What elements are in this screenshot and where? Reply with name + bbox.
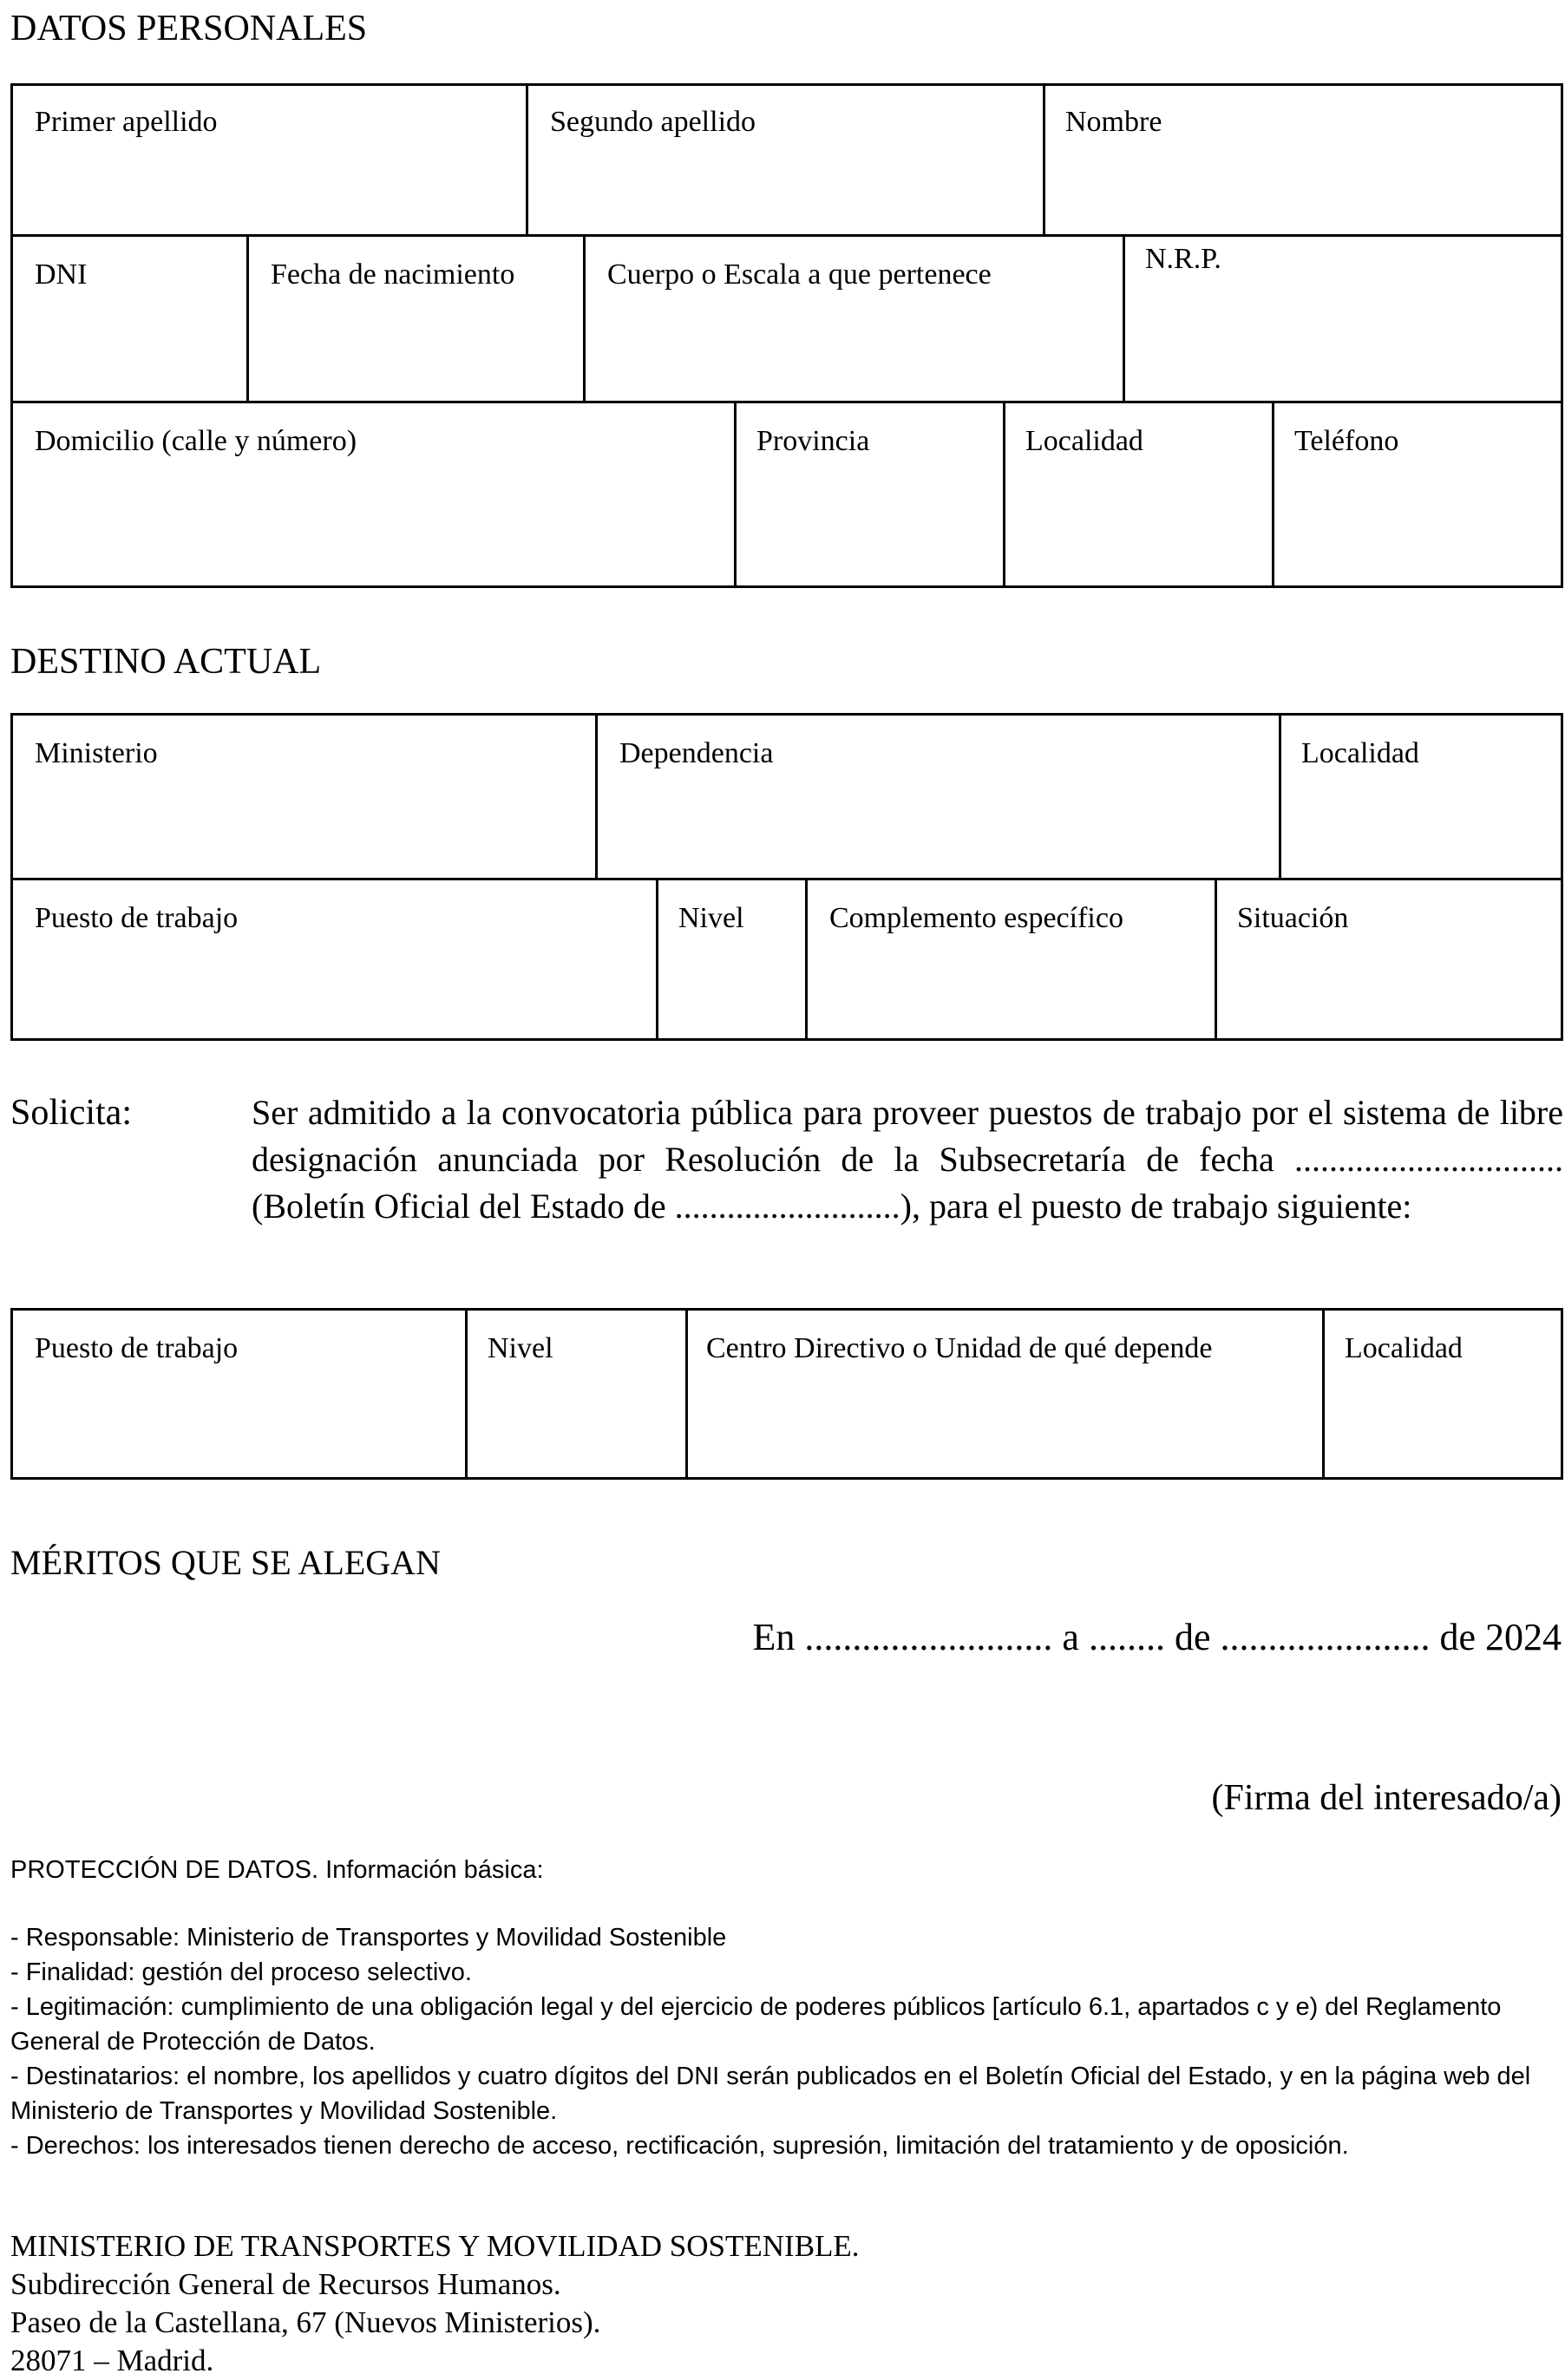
table-rule xyxy=(10,234,1563,237)
field-nivel[interactable]: Nivel xyxy=(678,902,744,934)
field-puesto-trabajo[interactable]: Puesto de trabajo xyxy=(35,902,239,934)
field-situacion[interactable]: Situación xyxy=(1237,902,1349,934)
table-rule xyxy=(656,878,658,1041)
table-rule xyxy=(805,878,808,1041)
table-rule xyxy=(685,1308,688,1480)
proteccion-list xyxy=(10,1920,1563,2163)
proteccion-item: - Destinatarios: el nombre, los apellidos y cuatro dígitos del DNI serán publicados en el Boletín Oficial del Estado, y en la página web del Ministerio de Transportes y Movilidad Sostenible. xyxy=(10,2063,1531,2125)
footer-line: Paseo de la Castellana, 67 (Nuevos Ministerios). xyxy=(10,2305,601,2339)
field-telefono[interactable]: Teléfono xyxy=(1294,425,1399,457)
table-rule xyxy=(1215,878,1217,1041)
field-nivel-solicitado[interactable]: Nivel xyxy=(488,1332,553,1364)
proteccion-item: - Derechos: los interesados tienen derecho de acceso, rectificación, supresión, limitación del tratamiento y de oposición. xyxy=(10,2132,1349,2160)
table-rule xyxy=(734,401,737,588)
table-rule xyxy=(1272,401,1274,588)
field-dni[interactable]: DNI xyxy=(35,258,88,291)
table-rule xyxy=(1322,1308,1325,1480)
field-localidad-destino[interactable]: Localidad xyxy=(1301,737,1419,769)
proteccion-heading: PROTECCIÓN DE DATOS. Información básica: xyxy=(10,1856,544,1884)
table-rule xyxy=(583,234,586,401)
table-rule xyxy=(1003,401,1005,588)
proteccion-item: - Legitimación: cumplimiento de una obligación legal y del ejercicio de poderes públicos [artículo 6.1, apartados c y e) del Reglamento General de Protección de Datos. xyxy=(10,1993,1502,2056)
proteccion-item: - Finalidad: gestión del proceso selectivo. xyxy=(10,1958,472,1986)
section-heading-datos-personales: DATOS PERSONALES xyxy=(10,9,368,49)
field-nombre[interactable]: Nombre xyxy=(1065,106,1162,138)
section-heading-destino-actual: DESTINO ACTUAL xyxy=(10,642,322,682)
field-localidad[interactable]: Localidad xyxy=(1025,425,1143,457)
field-localidad-solicitada[interactable]: Localidad xyxy=(1345,1332,1463,1364)
section-heading-meritos: MÉRITOS QUE SE ALEGAN xyxy=(10,1543,441,1582)
field-segundo-apellido[interactable]: Segundo apellido xyxy=(550,106,756,138)
field-ministerio[interactable]: Ministerio xyxy=(35,737,158,769)
table-rule xyxy=(1279,713,1281,878)
table-rule xyxy=(1123,234,1125,401)
footer-address xyxy=(10,2227,860,2380)
table-rule xyxy=(10,401,1563,403)
field-dependencia[interactable]: Dependencia xyxy=(619,737,774,769)
field-fecha-nacimiento[interactable]: Fecha de nacimiento xyxy=(271,258,515,291)
table-rule xyxy=(595,713,598,878)
date-line[interactable]: En .......................... a ........ de ...................... de 2024 xyxy=(752,1616,1562,1658)
field-nrp[interactable]: N.R.P. xyxy=(1145,243,1221,275)
footer-line: Subdirección General de Recursos Humanos. xyxy=(10,2267,561,2301)
field-puesto-solicitado[interactable]: Puesto de trabajo xyxy=(35,1332,239,1364)
footer-line: 28071 – Madrid. xyxy=(10,2344,214,2377)
table-rule xyxy=(526,83,528,234)
footer-line: MINISTERIO DE TRANSPORTES Y MOVILIDAD SOSTENIBLE. xyxy=(10,2229,860,2263)
solicita-label: Solicita: xyxy=(10,1093,132,1133)
signature-label: (Firma del interesado/a) xyxy=(1211,1778,1562,1818)
field-cuerpo-escala[interactable]: Cuerpo o Escala a que pertenece xyxy=(607,258,992,291)
table-rule xyxy=(1043,83,1045,234)
table-rule xyxy=(10,878,1563,880)
table-rule xyxy=(465,1308,468,1480)
datos-personales-table xyxy=(10,83,1563,588)
solicita-text: Ser admitido a la convocatoria pública para proveer puestos de trabajo por el sistema de libre designación anunciada por Resolución de la Subsecretaría de fecha ............................... (Boletín Oficial del Estado de ..........................), para el puesto de trabajo siguiente: xyxy=(252,1093,1563,1226)
field-domicilio[interactable]: Domicilio (calle y número) xyxy=(35,425,357,457)
field-primer-apellido[interactable]: Primer apellido xyxy=(35,106,218,138)
field-provincia[interactable]: Provincia xyxy=(756,425,870,457)
proteccion-item: - Responsable: Ministerio de Transportes y Movilidad Sostenible xyxy=(10,1924,727,1952)
field-centro-directivo[interactable]: Centro Directivo o Unidad de qué depende xyxy=(706,1332,1213,1364)
field-complemento-especifico[interactable]: Complemento específico xyxy=(829,902,1123,934)
table-rule xyxy=(246,234,249,401)
